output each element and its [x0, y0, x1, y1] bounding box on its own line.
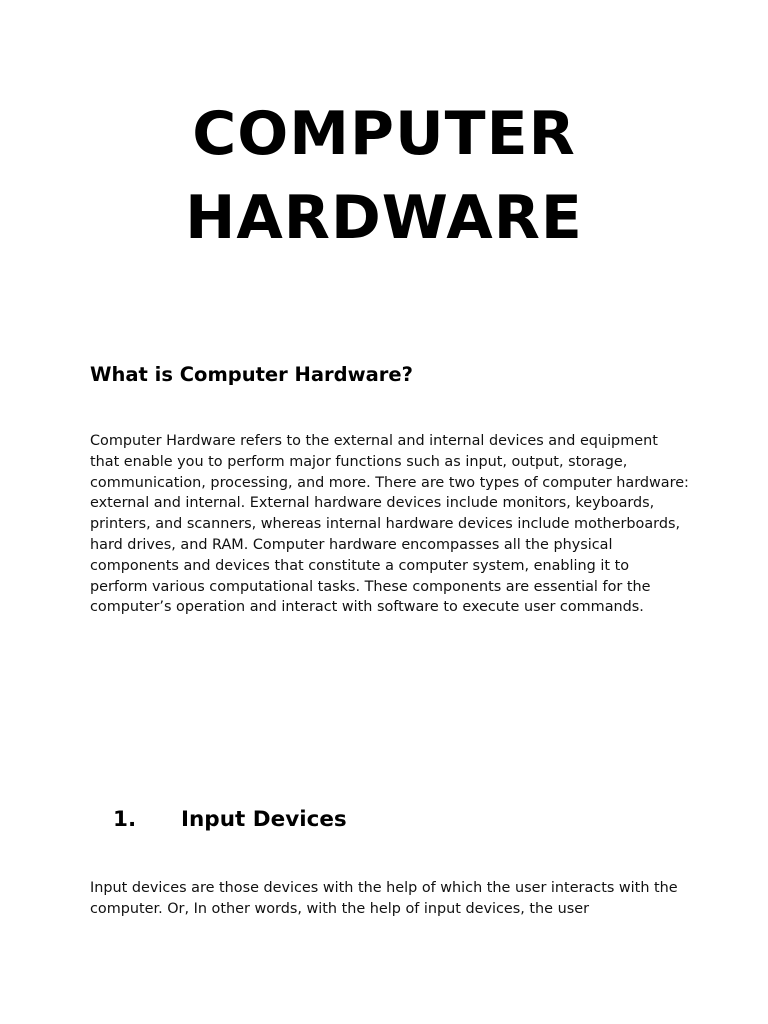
list-heading-label: Input Devices	[181, 807, 347, 832]
page-title	[0, 92, 768, 260]
input-devices-paragraph: Input devices are those devices with the help of which the user interacts with the computer. Or, In other words, with the help of input devices, the user	[90, 880, 678, 917]
list-number: 1.	[113, 807, 137, 832]
title-line-1: COMPUTER	[192, 99, 576, 169]
section-heading: What is Computer Hardware?	[90, 363, 413, 386]
list-heading-input-devices	[113, 806, 347, 834]
title-line-2: HARDWARE	[185, 183, 583, 253]
intro-paragraph: Computer Hardware refers to the external and internal devices and equipment that enable you to perform major functions such as input, output, storage, communication, processing, and more. There are two types of computer hardware: external and internal. External hardware devices include monitors, keyboards, printers, and scanners, whereas internal hardware devices include motherboards, hard drives, and RAM. Computer hardware encompasses all the physical components and devices that constitute a computer system, enabling it to perform various computational tasks. These components are essential for the computer’s operation and interact with software to execute user commands.	[90, 433, 689, 616]
